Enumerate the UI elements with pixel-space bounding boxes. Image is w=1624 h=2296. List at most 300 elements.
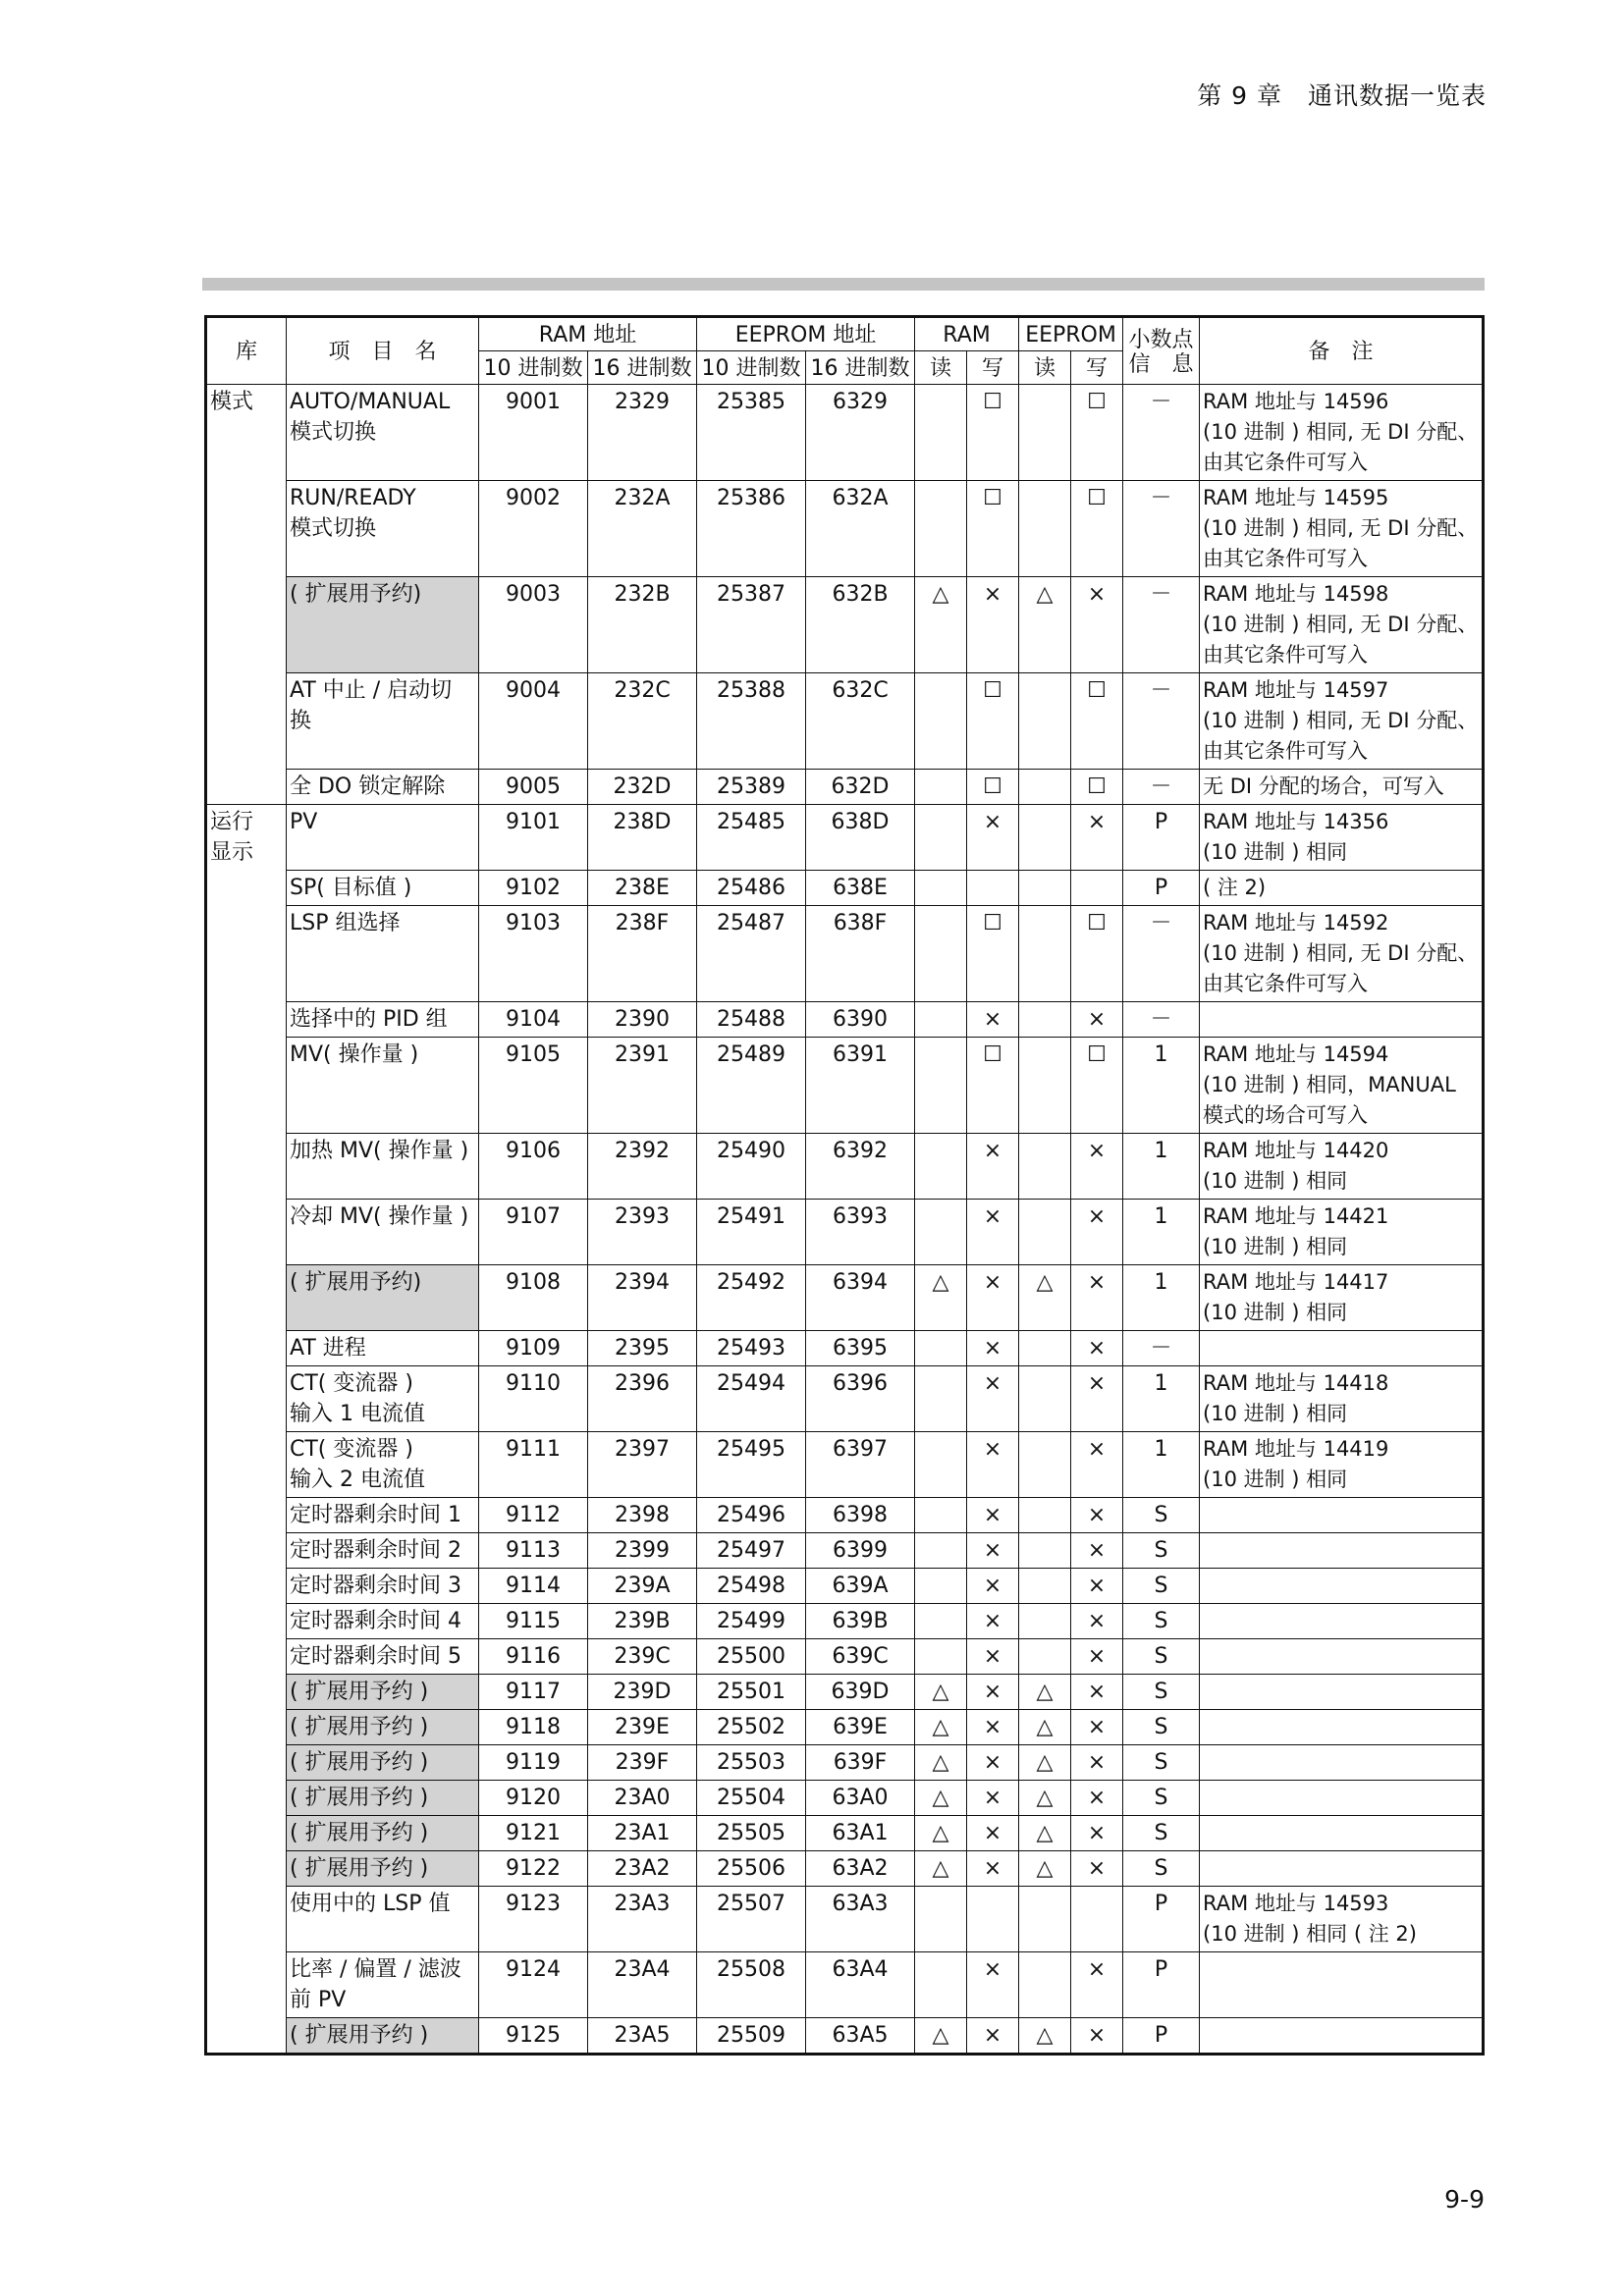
- library-cell: 模式: [206, 385, 287, 805]
- decimal-info-cell: P: [1123, 805, 1200, 871]
- ram-hex-cell: 239A: [588, 1569, 697, 1604]
- remarks-cell: RAM 地址与 14418 (10 进制 ) 相同: [1200, 1366, 1484, 1432]
- ram-read-cell: [915, 871, 967, 906]
- decimal-info-cell: 1: [1123, 1432, 1200, 1498]
- header-rule: [202, 278, 1485, 291]
- ram-write-cell: ×: [967, 1533, 1019, 1569]
- decimal-info-cell: S: [1123, 1851, 1200, 1887]
- ram-dec-cell: 9121: [479, 1816, 588, 1851]
- table-row: [206, 1816, 1484, 1851]
- item-name-cell: MV( 操作量 ): [287, 1038, 479, 1134]
- ee-write-cell: [1071, 871, 1123, 906]
- item-name-cell: CT( 变流器 ) 输入 2 电流值: [287, 1432, 479, 1498]
- ee-dec-cell: 25488: [697, 1002, 806, 1038]
- ram-read-cell: [915, 1038, 967, 1134]
- ram-hex-cell: 2392: [588, 1134, 697, 1200]
- ee-hex-cell: 632D: [806, 770, 915, 805]
- ee-hex-cell: 6392: [806, 1134, 915, 1200]
- table-row: [206, 1134, 1484, 1200]
- ee-read-cell: [1019, 673, 1071, 770]
- table-row: [206, 1038, 1484, 1134]
- ram-dec-cell: 9124: [479, 1952, 588, 2018]
- item-name-cell: 定时器剩余时间 2: [287, 1533, 479, 1569]
- ram-write-cell: ×: [967, 1331, 1019, 1366]
- ee-read-cell: [1019, 1533, 1071, 1569]
- ee-write-cell: ×: [1071, 2018, 1123, 2055]
- header-remarks: 备 注: [1200, 317, 1484, 385]
- ee-read-cell: [1019, 1498, 1071, 1533]
- ram-dec-cell: 9122: [479, 1851, 588, 1887]
- ram-read-cell: △: [915, 1816, 967, 1851]
- ram-dec-cell: 9120: [479, 1781, 588, 1816]
- decimal-info-cell: 1: [1123, 1366, 1200, 1432]
- ee-hex-cell: 639F: [806, 1745, 915, 1781]
- ram-write-cell: ×: [967, 1952, 1019, 2018]
- ee-write-cell: ☐: [1071, 770, 1123, 805]
- decimal-info-cell: 1: [1123, 1038, 1200, 1134]
- remarks-cell: [1200, 1002, 1484, 1038]
- header-row-1: [206, 317, 1484, 351]
- ee-write-cell: ×: [1071, 1816, 1123, 1851]
- ee-dec-cell: 25489: [697, 1038, 806, 1134]
- table-row: [206, 1331, 1484, 1366]
- ram-read-cell: [915, 1604, 967, 1639]
- ee-read-cell: △: [1019, 1675, 1071, 1710]
- ram-hex-cell: 232D: [588, 770, 697, 805]
- item-name-cell: CT( 变流器 ) 输入 1 电流值: [287, 1366, 479, 1432]
- remarks-cell: [1200, 1331, 1484, 1366]
- ram-write-cell: ×: [967, 1569, 1019, 1604]
- ee-hex-cell: 639C: [806, 1639, 915, 1675]
- ee-hex-cell: 632C: [806, 673, 915, 770]
- decimal-info-cell: P: [1123, 1952, 1200, 2018]
- table-row: [206, 673, 1484, 770]
- table-row: [206, 577, 1484, 673]
- remarks-cell: [1200, 1816, 1484, 1851]
- remarks-cell: [1200, 1533, 1484, 1569]
- ram-write-cell: ☐: [967, 770, 1019, 805]
- ram-dec-cell: 9003: [479, 577, 588, 673]
- ee-dec-cell: 25386: [697, 481, 806, 577]
- ram-read-cell: [915, 1569, 967, 1604]
- ram-read-cell: [915, 385, 967, 481]
- remarks-cell: [1200, 1498, 1484, 1533]
- ee-dec-cell: 25509: [697, 2018, 806, 2055]
- ram-write-cell: ×: [967, 1781, 1019, 1816]
- ram-hex-cell: 2397: [588, 1432, 697, 1498]
- ram-write-cell: [967, 871, 1019, 906]
- ee-read-cell: △: [1019, 1265, 1071, 1331]
- ee-write-cell: ×: [1071, 1366, 1123, 1432]
- ram-dec-cell: 9113: [479, 1533, 588, 1569]
- ee-hex-cell: 63A2: [806, 1851, 915, 1887]
- ee-dec-cell: 25485: [697, 805, 806, 871]
- table-row: [206, 805, 1484, 871]
- ee-dec-cell: 25498: [697, 1569, 806, 1604]
- header-ram-write: 写: [967, 351, 1019, 385]
- header-ram-read: 读: [915, 351, 967, 385]
- ram-write-cell: [967, 1887, 1019, 1952]
- header-library: 库: [206, 317, 287, 385]
- ram-dec-cell: 9118: [479, 1710, 588, 1745]
- remarks-cell: RAM 地址与 14594 (10 进制 ) 相同，MANUAL 模式的场合可写入: [1200, 1038, 1484, 1134]
- ee-write-cell: ×: [1071, 1745, 1123, 1781]
- ram-read-cell: [915, 906, 967, 1002]
- ram-hex-cell: 232A: [588, 481, 697, 577]
- ram-write-cell: ☐: [967, 481, 1019, 577]
- ee-dec-cell: 25388: [697, 673, 806, 770]
- ram-dec-cell: 9117: [479, 1675, 588, 1710]
- ram-hex-cell: 23A0: [588, 1781, 697, 1816]
- ee-hex-cell: 638D: [806, 805, 915, 871]
- decimal-info-cell: －: [1123, 1002, 1200, 1038]
- ram-write-cell: ×: [967, 2018, 1019, 2055]
- ram-read-cell: △: [915, 577, 967, 673]
- remarks-cell: [1200, 1710, 1484, 1745]
- ram-dec-cell: 9108: [479, 1265, 588, 1331]
- ee-read-cell: [1019, 1639, 1071, 1675]
- item-name-cell: ( 扩展用予约): [287, 1265, 479, 1331]
- item-name-cell: 使用中的 LSP 值: [287, 1887, 479, 1952]
- ram-hex-cell: 238E: [588, 871, 697, 906]
- ram-dec-cell: 9005: [479, 770, 588, 805]
- ee-write-cell: ×: [1071, 1569, 1123, 1604]
- item-name-cell: ( 扩展用予约 ): [287, 1710, 479, 1745]
- ram-hex-cell: 23A1: [588, 1816, 697, 1851]
- remarks-cell: [1200, 1604, 1484, 1639]
- table-row: [206, 1887, 1484, 1952]
- ee-dec-cell: 25500: [697, 1639, 806, 1675]
- ee-dec-cell: 25506: [697, 1851, 806, 1887]
- ram-write-cell: ×: [967, 1200, 1019, 1265]
- ee-read-cell: [1019, 1038, 1071, 1134]
- ee-hex-cell: 639B: [806, 1604, 915, 1639]
- ee-hex-cell: 63A1: [806, 1816, 915, 1851]
- item-name-cell: ( 扩展用予约 ): [287, 1851, 479, 1887]
- ee-dec-cell: 25499: [697, 1604, 806, 1639]
- decimal-info-cell: －: [1123, 1331, 1200, 1366]
- ram-write-cell: ×: [967, 1134, 1019, 1200]
- item-name-cell: 冷却 MV( 操作量 ): [287, 1200, 479, 1265]
- ee-read-cell: △: [1019, 1781, 1071, 1816]
- item-name-cell: 定时器剩余时间 4: [287, 1604, 479, 1639]
- ram-read-cell: [915, 1639, 967, 1675]
- ee-hex-cell: 63A3: [806, 1887, 915, 1952]
- ram-write-cell: ×: [967, 1265, 1019, 1331]
- ram-hex-cell: 23A2: [588, 1851, 697, 1887]
- ee-write-cell: ×: [1071, 805, 1123, 871]
- decimal-info-cell: S: [1123, 1781, 1200, 1816]
- ee-hex-cell: 6329: [806, 385, 915, 481]
- ram-read-cell: [915, 481, 967, 577]
- ee-read-cell: [1019, 1002, 1071, 1038]
- ram-dec-cell: 9109: [479, 1331, 588, 1366]
- ee-hex-cell: 639D: [806, 1675, 915, 1710]
- ram-hex-cell: 23A4: [588, 1952, 697, 2018]
- ee-hex-cell: 632B: [806, 577, 915, 673]
- communication-data-table: [204, 315, 1485, 2056]
- remarks-cell: RAM 地址与 14595 (10 进制 ) 相同, 无 DI 分配、 由其它条件可写入: [1200, 481, 1484, 577]
- library-cell: 运行 显示: [206, 805, 287, 2055]
- ram-hex-cell: 238D: [588, 805, 697, 871]
- ee-hex-cell: 63A5: [806, 2018, 915, 2055]
- ee-write-cell: ×: [1071, 1533, 1123, 1569]
- header-decimal-info-line2: 信 息: [1128, 351, 1194, 377]
- decimal-info-cell: S: [1123, 1498, 1200, 1533]
- ee-hex-cell: 63A0: [806, 1781, 915, 1816]
- ee-write-cell: ☐: [1071, 385, 1123, 481]
- ram-write-cell: ×: [967, 1498, 1019, 1533]
- ram-read-cell: △: [915, 1710, 967, 1745]
- ram-read-cell: [915, 1331, 967, 1366]
- ram-dec-cell: 9001: [479, 385, 588, 481]
- ee-read-cell: [1019, 805, 1071, 871]
- decimal-info-cell: S: [1123, 1816, 1200, 1851]
- ram-read-cell: [915, 673, 967, 770]
- ee-write-cell: ☐: [1071, 906, 1123, 1002]
- ee-read-cell: [1019, 1952, 1071, 2018]
- ram-write-cell: ×: [967, 1745, 1019, 1781]
- ram-hex-cell: 239B: [588, 1604, 697, 1639]
- ram-read-cell: △: [915, 2018, 967, 2055]
- item-name-cell: SP( 目标值 ): [287, 871, 479, 906]
- ram-hex-cell: 232B: [588, 577, 697, 673]
- ram-read-cell: [915, 1887, 967, 1952]
- remarks-cell: [1200, 1569, 1484, 1604]
- table-row: [206, 1498, 1484, 1533]
- ram-dec-cell: 9106: [479, 1134, 588, 1200]
- item-name-cell: RUN/READY 模式切换: [287, 481, 479, 577]
- ram-read-cell: [915, 1432, 967, 1498]
- ee-dec-cell: 25389: [697, 770, 806, 805]
- ram-dec-cell: 9123: [479, 1887, 588, 1952]
- ram-write-cell: ×: [967, 1639, 1019, 1675]
- item-name-cell: 定时器剩余时间 5: [287, 1639, 479, 1675]
- ee-hex-cell: 6395: [806, 1331, 915, 1366]
- item-name-cell: ( 扩展用予约 ): [287, 1745, 479, 1781]
- decimal-info-cell: S: [1123, 1533, 1200, 1569]
- ee-dec-cell: 25486: [697, 871, 806, 906]
- item-name-cell: 比率 / 偏置 / 滤波 前 PV: [287, 1952, 479, 2018]
- item-name-cell: ( 扩展用予约 ): [287, 1675, 479, 1710]
- header-ram-address: RAM 地址: [479, 317, 697, 351]
- header-ee-dec: 10 进制数: [697, 351, 806, 385]
- decimal-info-cell: －: [1123, 481, 1200, 577]
- ee-read-cell: △: [1019, 1745, 1071, 1781]
- table-row: [206, 1851, 1484, 1887]
- remarks-cell: [1200, 1639, 1484, 1675]
- ram-write-cell: ☐: [967, 673, 1019, 770]
- ee-write-cell: [1071, 1887, 1123, 1952]
- remarks-cell: [1200, 2018, 1484, 2055]
- ee-read-cell: [1019, 1604, 1071, 1639]
- ee-hex-cell: 6399: [806, 1533, 915, 1569]
- ram-hex-cell: 239F: [588, 1745, 697, 1781]
- header-ram-dec: 10 进制数: [479, 351, 588, 385]
- decimal-info-cell: S: [1123, 1604, 1200, 1639]
- ee-dec-cell: 25503: [697, 1745, 806, 1781]
- header-item-name: 项 目 名: [287, 317, 479, 385]
- ee-hex-cell: 6393: [806, 1200, 915, 1265]
- ee-hex-cell: 638E: [806, 871, 915, 906]
- item-name-cell: AUTO/MANUAL 模式切换: [287, 385, 479, 481]
- ram-hex-cell: 23A3: [588, 1887, 697, 1952]
- ram-hex-cell: 2390: [588, 1002, 697, 1038]
- ram-read-cell: △: [915, 1675, 967, 1710]
- ee-write-cell: ×: [1071, 1432, 1123, 1498]
- ram-write-cell: ×: [967, 1002, 1019, 1038]
- ram-write-cell: ×: [967, 1851, 1019, 1887]
- ram-read-cell: △: [915, 1265, 967, 1331]
- header-ee-hex: 16 进制数: [806, 351, 915, 385]
- ram-dec-cell: 9110: [479, 1366, 588, 1432]
- item-name-cell: ( 扩展用予约 ): [287, 1816, 479, 1851]
- ram-hex-cell: 239E: [588, 1710, 697, 1745]
- item-name-cell: ( 扩展用予约 ): [287, 1781, 479, 1816]
- header-eeprom: EEPROM: [1019, 317, 1123, 351]
- decimal-info-cell: P: [1123, 2018, 1200, 2055]
- decimal-info-cell: －: [1123, 906, 1200, 1002]
- ee-write-cell: ×: [1071, 1639, 1123, 1675]
- table-row: [206, 906, 1484, 1002]
- ram-read-cell: [915, 1952, 967, 2018]
- ee-hex-cell: 6391: [806, 1038, 915, 1134]
- remarks-cell: RAM 地址与 14419 (10 进制 ) 相同: [1200, 1432, 1484, 1498]
- ee-write-cell: ×: [1071, 1331, 1123, 1366]
- table-row: [206, 1265, 1484, 1331]
- ee-dec-cell: 25491: [697, 1200, 806, 1265]
- ram-dec-cell: 9101: [479, 805, 588, 871]
- ram-hex-cell: 2399: [588, 1533, 697, 1569]
- page-number: 9-9: [1444, 2185, 1485, 2214]
- ee-write-cell: ×: [1071, 577, 1123, 673]
- decimal-info-cell: －: [1123, 577, 1200, 673]
- ee-dec-cell: 25493: [697, 1331, 806, 1366]
- table-body: [206, 385, 1484, 2055]
- item-name-cell: LSP 组选择: [287, 906, 479, 1002]
- decimal-info-cell: S: [1123, 1710, 1200, 1745]
- ram-dec-cell: 9111: [479, 1432, 588, 1498]
- ee-hex-cell: 6398: [806, 1498, 915, 1533]
- ram-dec-cell: 9105: [479, 1038, 588, 1134]
- ee-dec-cell: 25501: [697, 1675, 806, 1710]
- ram-write-cell: ×: [967, 577, 1019, 673]
- ee-dec-cell: 25387: [697, 577, 806, 673]
- ee-write-cell: ×: [1071, 1781, 1123, 1816]
- ee-read-cell: [1019, 1887, 1071, 1952]
- ram-dec-cell: 9004: [479, 673, 588, 770]
- ee-dec-cell: 25508: [697, 1952, 806, 2018]
- remarks-cell: RAM 地址与 14420 (10 进制 ) 相同: [1200, 1134, 1484, 1200]
- ee-write-cell: ×: [1071, 1952, 1123, 2018]
- ram-read-cell: △: [915, 1851, 967, 1887]
- item-name-cell: 定时器剩余时间 3: [287, 1569, 479, 1604]
- ee-dec-cell: 25494: [697, 1366, 806, 1432]
- ee-dec-cell: 25504: [697, 1781, 806, 1816]
- remarks-cell: ( 注 2): [1200, 871, 1484, 906]
- ee-dec-cell: 25502: [697, 1710, 806, 1745]
- decimal-info-cell: S: [1123, 1745, 1200, 1781]
- ee-read-cell: △: [1019, 577, 1071, 673]
- decimal-info-cell: 1: [1123, 1134, 1200, 1200]
- table-row: [206, 1675, 1484, 1710]
- ee-dec-cell: 25496: [697, 1498, 806, 1533]
- table-row: [206, 2018, 1484, 2055]
- ram-write-cell: ×: [967, 1432, 1019, 1498]
- ram-write-cell: ×: [967, 1604, 1019, 1639]
- ram-read-cell: [915, 1200, 967, 1265]
- ram-hex-cell: 2391: [588, 1038, 697, 1134]
- ee-write-cell: ☐: [1071, 1038, 1123, 1134]
- ram-dec-cell: 9114: [479, 1569, 588, 1604]
- decimal-info-cell: P: [1123, 1887, 1200, 1952]
- table-row: [206, 1952, 1484, 2018]
- ee-hex-cell: 6390: [806, 1002, 915, 1038]
- item-name-cell: 全 DO 锁定解除: [287, 770, 479, 805]
- table-row: [206, 1366, 1484, 1432]
- ram-dec-cell: 9002: [479, 481, 588, 577]
- ee-read-cell: △: [1019, 1816, 1071, 1851]
- table-row: [206, 1569, 1484, 1604]
- ram-hex-cell: 2398: [588, 1498, 697, 1533]
- ram-dec-cell: 9103: [479, 906, 588, 1002]
- ee-write-cell: ☐: [1071, 673, 1123, 770]
- ram-hex-cell: 2396: [588, 1366, 697, 1432]
- header-ee-read: 读: [1019, 351, 1071, 385]
- ee-read-cell: △: [1019, 1710, 1071, 1745]
- ee-dec-cell: 25507: [697, 1887, 806, 1952]
- remarks-cell: [1200, 1745, 1484, 1781]
- table-row: [206, 1745, 1484, 1781]
- ram-hex-cell: 239C: [588, 1639, 697, 1675]
- remarks-cell: [1200, 1952, 1484, 2018]
- ee-read-cell: △: [1019, 1851, 1071, 1887]
- ee-dec-cell: 25487: [697, 906, 806, 1002]
- ee-hex-cell: 638F: [806, 906, 915, 1002]
- decimal-info-cell: －: [1123, 385, 1200, 481]
- ee-read-cell: [1019, 1569, 1071, 1604]
- ee-dec-cell: 25495: [697, 1432, 806, 1498]
- ram-write-cell: ×: [967, 1366, 1019, 1432]
- table-row: [206, 1432, 1484, 1498]
- ram-read-cell: [915, 1498, 967, 1533]
- ram-read-cell: [915, 1533, 967, 1569]
- item-name-cell: 定时器剩余时间 1: [287, 1498, 479, 1533]
- item-name-cell: 选择中的 PID 组: [287, 1002, 479, 1038]
- ee-read-cell: [1019, 1432, 1071, 1498]
- ee-write-cell: ×: [1071, 1710, 1123, 1745]
- ee-hex-cell: 63A4: [806, 1952, 915, 2018]
- ram-write-cell: ×: [967, 1816, 1019, 1851]
- ee-dec-cell: 25385: [697, 385, 806, 481]
- ee-write-cell: ×: [1071, 1002, 1123, 1038]
- ram-write-cell: ×: [967, 1710, 1019, 1745]
- table-row: [206, 385, 1484, 481]
- ee-read-cell: [1019, 1134, 1071, 1200]
- decimal-info-cell: P: [1123, 871, 1200, 906]
- ee-hex-cell: 639E: [806, 1710, 915, 1745]
- remarks-cell: RAM 地址与 14593 (10 进制 ) 相同 ( 注 2): [1200, 1887, 1484, 1952]
- decimal-info-cell: S: [1123, 1639, 1200, 1675]
- ee-dec-cell: 25492: [697, 1265, 806, 1331]
- ee-read-cell: [1019, 770, 1071, 805]
- decimal-info-cell: 1: [1123, 1265, 1200, 1331]
- table-row: [206, 1200, 1484, 1265]
- ram-dec-cell: 9107: [479, 1200, 588, 1265]
- table-row: [206, 871, 1484, 906]
- ram-write-cell: ×: [967, 805, 1019, 871]
- ram-dec-cell: 9102: [479, 871, 588, 906]
